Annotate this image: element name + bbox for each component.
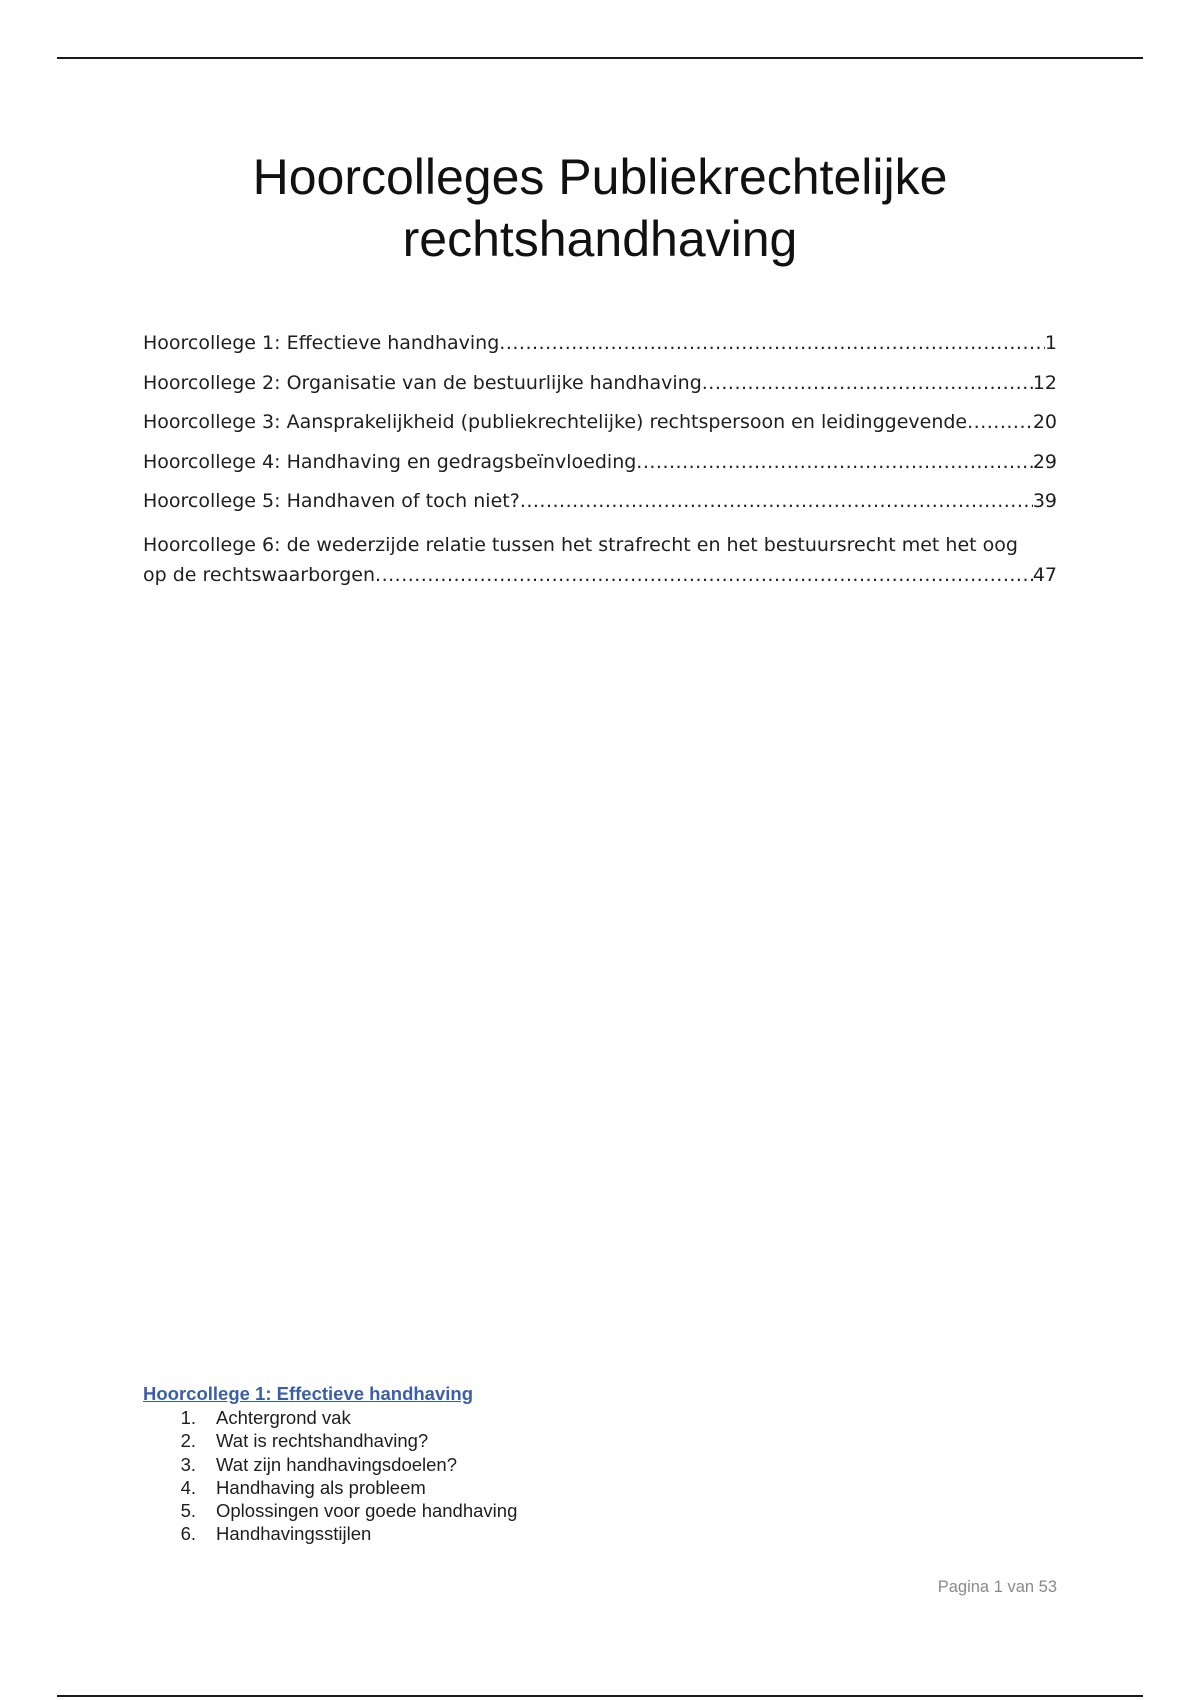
toc-leader-dots xyxy=(967,403,1033,443)
title-line-2: rechtshandhaving xyxy=(402,211,798,267)
list-item xyxy=(143,1453,843,1476)
list-item xyxy=(143,1406,843,1429)
list-item-number: 1. xyxy=(180,1407,196,1428)
lecture-outline-list xyxy=(143,1406,843,1546)
toc-leader-dots xyxy=(499,324,1045,364)
toc-page-number: 47 xyxy=(1032,563,1057,586)
toc-entry-text: Hoorcollege 4: Handhaving en gedragsbeïnvloeding xyxy=(143,450,637,473)
toc-entry[interactable] xyxy=(143,443,1057,483)
list-item-number: 2. xyxy=(180,1430,196,1452)
list-item-label: Handhavingsstijlen xyxy=(216,1523,372,1545)
list-item xyxy=(143,1499,843,1522)
list-item-number: 4. xyxy=(180,1476,196,1498)
toc-leader-dots xyxy=(520,482,1033,522)
list-item-label: Wat zijn handhavingsdoelen? xyxy=(216,1453,458,1475)
toc-leader-dots xyxy=(375,560,1033,590)
list-item xyxy=(143,1476,843,1499)
page-number-footer: Pagina 1 van 53 xyxy=(937,1578,1057,1596)
toc-entry-text: Hoorcollege 6: de wederzijde relatie tussen het strafrecht en het bestuursrecht met het oog xyxy=(143,533,1018,556)
header-rule xyxy=(57,57,1143,59)
lecture-section xyxy=(143,1382,843,1546)
list-item xyxy=(143,1429,843,1452)
title-line-1: Hoorcolleges Publiekrechtelijke xyxy=(252,149,948,205)
toc-page-number: 20 xyxy=(1032,411,1057,433)
toc-entry-text: Hoorcollege 2: Organisatie van de bestuurlijke handhaving xyxy=(143,371,702,394)
toc-entry[interactable] xyxy=(143,403,1057,443)
list-item-label: Wat is rechtshandhaving? xyxy=(216,1430,429,1452)
document-title xyxy=(100,146,1100,270)
toc-page-number: 39 xyxy=(1032,490,1057,512)
toc-entry[interactable] xyxy=(143,364,1057,404)
list-item-label: Achtergrond vak xyxy=(216,1407,351,1428)
toc-page-number: 29 xyxy=(1032,450,1057,473)
list-item-number: 3. xyxy=(180,1453,196,1475)
toc-entry-text: Hoorcollege 1: Effectieve handhaving xyxy=(143,332,500,354)
list-item-number: 6. xyxy=(180,1523,196,1545)
toc-leader-dots xyxy=(636,443,1033,483)
footer-rule xyxy=(57,1695,1143,1697)
toc-entry[interactable] xyxy=(143,530,1057,590)
table-of-contents xyxy=(143,324,1057,590)
list-item-number: 5. xyxy=(180,1500,196,1522)
toc-leader-dots xyxy=(702,364,1033,404)
toc-entry-text-continued: op de rechtswaarborgen xyxy=(143,563,376,586)
section-heading-link[interactable]: Hoorcollege 1: Effectieve handhaving xyxy=(143,1383,473,1404)
toc-entry-text: Hoorcollege 5: Handhaven of toch niet? xyxy=(143,490,520,512)
toc-entry[interactable] xyxy=(143,324,1057,364)
toc-page-number: 1 xyxy=(1044,332,1057,354)
toc-page-number: 12 xyxy=(1032,371,1057,394)
list-item xyxy=(143,1522,843,1545)
list-item-label: Oplossingen voor goede handhaving xyxy=(216,1500,518,1522)
toc-entry-text: Hoorcollege 3: Aansprakelijkheid (publiekrechtelijke) rechtspersoon en leidinggevende xyxy=(143,411,968,433)
list-item-label: Handhaving als probleem xyxy=(216,1476,426,1498)
toc-entry[interactable] xyxy=(143,482,1057,522)
